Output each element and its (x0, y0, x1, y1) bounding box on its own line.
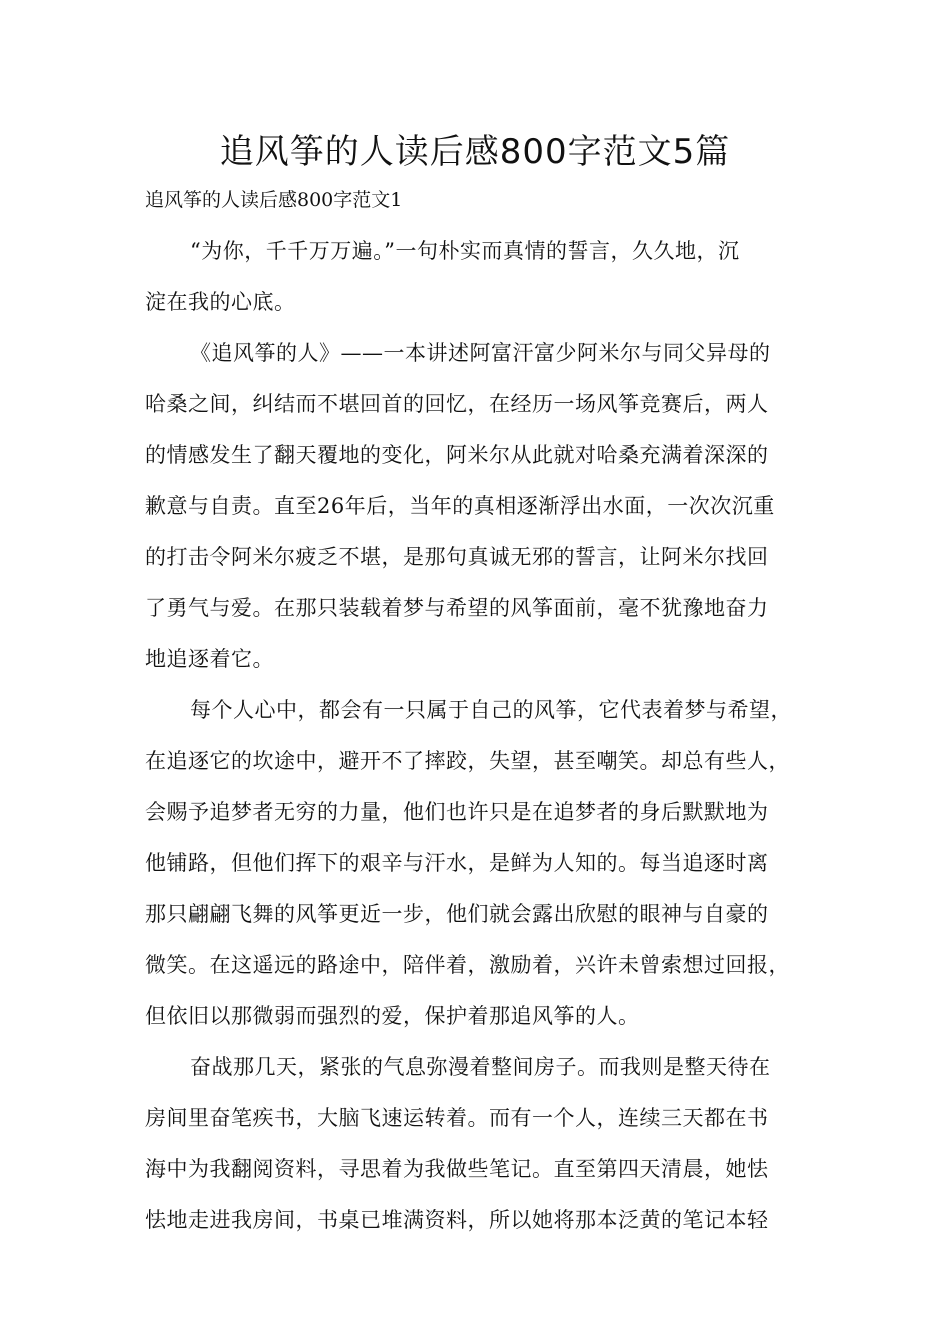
text-line: 怯地走进我房间，书桌已堆满资料，所以她将那本泛黄的笔记本轻 (145, 1208, 769, 1232)
text-line: 会赐予追梦者无穷的力量，他们也许只是在追梦者的身后默默地为 (145, 800, 769, 824)
text-line: 《追风筝的人》——一本讲述阿富汗富少阿米尔与同父异母的 (190, 341, 771, 365)
text-line: 哈桑之间，纠结而不堪回首的回忆，在经历一场风筝竞赛后，两人 (145, 392, 769, 416)
paragraph-3 (145, 685, 810, 1042)
text-line: 房间里奋笔疾书，大脑飞速运转着。而有一个人，连续三天都在书 (145, 1106, 769, 1130)
paragraph-2 (145, 328, 810, 685)
text-line: 歉意与自责。直至26年后，当年的真相逐渐浮出水面，一次次沉重 (145, 494, 775, 518)
text-line: 每个人心中，都会有一只属于自己的风筝，它代表着梦与希望， (190, 698, 792, 722)
section-heading: 追风筝的人读后感800字范文1 (145, 189, 403, 211)
paragraph-4 (145, 1042, 810, 1246)
text-line: 在追逐它的坎途中，避开不了摔跤，失望，甚至嘲笑。却总有些人， (145, 749, 790, 773)
text-line: 的情感发生了翻天覆地的变化，阿米尔从此就对哈桑充满着深深的 (145, 443, 769, 467)
text-line: 了勇气与爱。在那只装载着梦与希望的风筝面前，毫不犹豫地奋力 (145, 596, 769, 620)
text-line: 微笑。在这遥远的路途中，陪伴着，激励着，兴许未曾索想过回报， (145, 953, 790, 977)
document-title: 追风筝的人读后感800字范文5篇 (219, 132, 731, 172)
paragraph-1 (145, 226, 810, 328)
text-line: 他铺路，但他们挥下的艰辛与汗水，是鲜为人知的。每当追逐时离 (145, 851, 769, 875)
text-line: 海中为我翻阅资料，寻思着为我做些笔记。直至第四天清晨，她怯 (145, 1157, 769, 1181)
text-line: 的打击令阿米尔疲乏不堪，是那句真诚无邪的誓言，让阿米尔找回 (145, 545, 769, 569)
text-line: 但依旧以那微弱而强烈的爱，保护着那追风筝的人。 (145, 1004, 640, 1028)
text-line: “为你，千千万万遍。”一句朴实而真情的誓言，久久地，沉 (190, 239, 740, 263)
text-line: 奋战那几天，紧张的气息弥漫着整间房子。而我则是整天待在 (190, 1055, 771, 1079)
text-line: 地追逐着它。 (145, 647, 274, 671)
text-line: 那只翩翩飞舞的风筝更近一步，他们就会露出欣慰的眼神与自豪的 (145, 902, 769, 926)
text-line: 淀在我的心底。 (145, 290, 296, 314)
document-body (145, 226, 810, 1246)
